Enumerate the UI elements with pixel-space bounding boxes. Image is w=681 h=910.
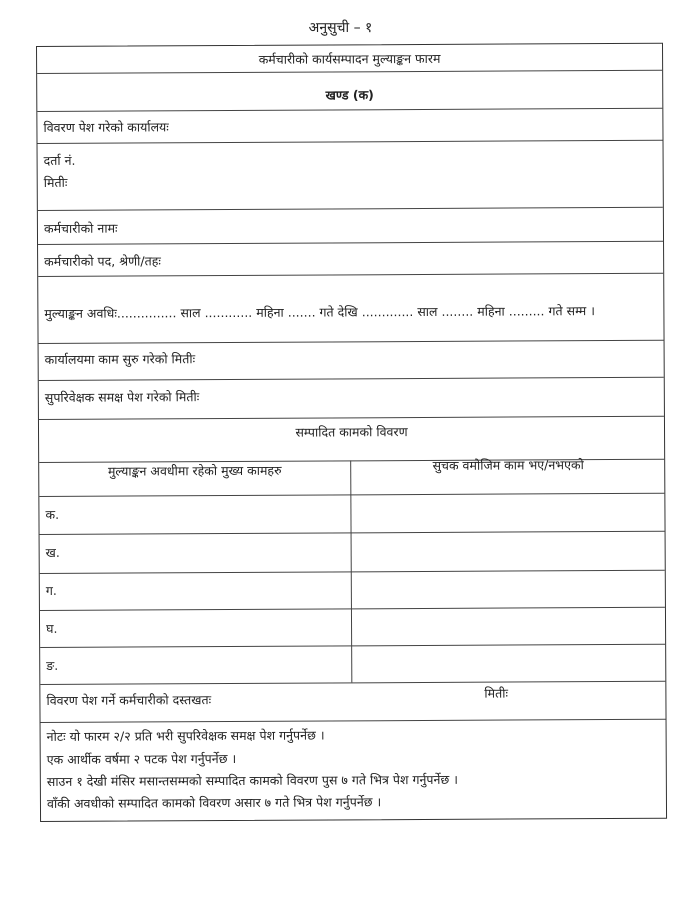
schedule-title: अनुसुची – १ [308, 20, 373, 36]
divider [37, 70, 662, 74]
table-row-label: क. [45, 506, 60, 522]
appraisal-form [36, 43, 667, 822]
divider [38, 140, 663, 144]
note-line: वाँकी अवधीको सम्पादित कामको विवरण असार ७ गते भित्र पेश गर्नुपर्नेछ । [46, 794, 382, 811]
office-start-date-label: कार्यालयमा काम सुरु गरेको मितीः [44, 351, 196, 367]
divider [38, 207, 663, 211]
divider [39, 340, 664, 344]
divider [40, 644, 665, 648]
divider [39, 493, 664, 497]
table-header-indicator-status: सुचक वमोजिम काम भए/नभएको [432, 457, 584, 473]
divider [40, 531, 665, 535]
table-row-label: ग. [45, 582, 57, 598]
supervisor-submit-date-label: सुपरिवेक्षक समक्ष पेश गरेको मितीः [44, 389, 200, 405]
date-label: मितीः [43, 174, 68, 190]
work-details-heading: सम्पादित कामको विवरण [295, 424, 408, 440]
divider [38, 241, 663, 245]
divider [39, 416, 664, 420]
divider [41, 719, 666, 723]
note-line: एक आर्थीक वर्षमा २ पटक पेश गर्नुपर्नेछ । [46, 750, 237, 767]
divider [40, 607, 665, 611]
table-header-main-tasks: मुल्याङ्कन अवधीमा रहेको मुख्य कामहरु [107, 462, 282, 479]
reg-no-label: दर्ता नं. [43, 152, 76, 168]
divider [39, 377, 664, 381]
employee-post-label: कर्मचारीको पद, श्रेणी/तहः [44, 253, 161, 269]
office-field-label: विवरण पेश गरेको कार्यालयः [43, 119, 169, 135]
divider [38, 273, 663, 277]
table-row-label: घ. [46, 620, 58, 636]
divider [37, 108, 662, 112]
table-row-label: ख. [45, 544, 60, 560]
section-label: खण्ड (क) [325, 87, 374, 103]
evaluation-period-label: मुल्याङ्कन अवधिः............... साल ............ महिना ....... गते देखि ............. साल ........ महिना ......... गते सम्म । [44, 303, 596, 321]
table-row-label: ङ. [46, 657, 59, 673]
employee-name-label: कर्मचारीको नामः [43, 220, 118, 236]
signature-label: विवरण पेश गर्ने कर्मचारीको दस्तखतः [46, 692, 212, 708]
divider [40, 681, 665, 685]
signature-date-label: मितीः [484, 685, 509, 701]
divider [40, 570, 665, 574]
note-line: साउन १ देखी मंसिर मसान्तसम्मको सम्पादित कामको विवरण पुस ७ गते भित्र पेश गर्नुपर्नेछ । [46, 771, 458, 789]
form-title: कर्मचारीको कार्यसम्पादन मुल्याङ्कन फारम [258, 50, 441, 67]
note-line: नोटः यो फारम २/२ प्रति भरी सुपरिवेक्षक समक्ष पेश गर्नुपर्नेछ । [46, 727, 325, 744]
